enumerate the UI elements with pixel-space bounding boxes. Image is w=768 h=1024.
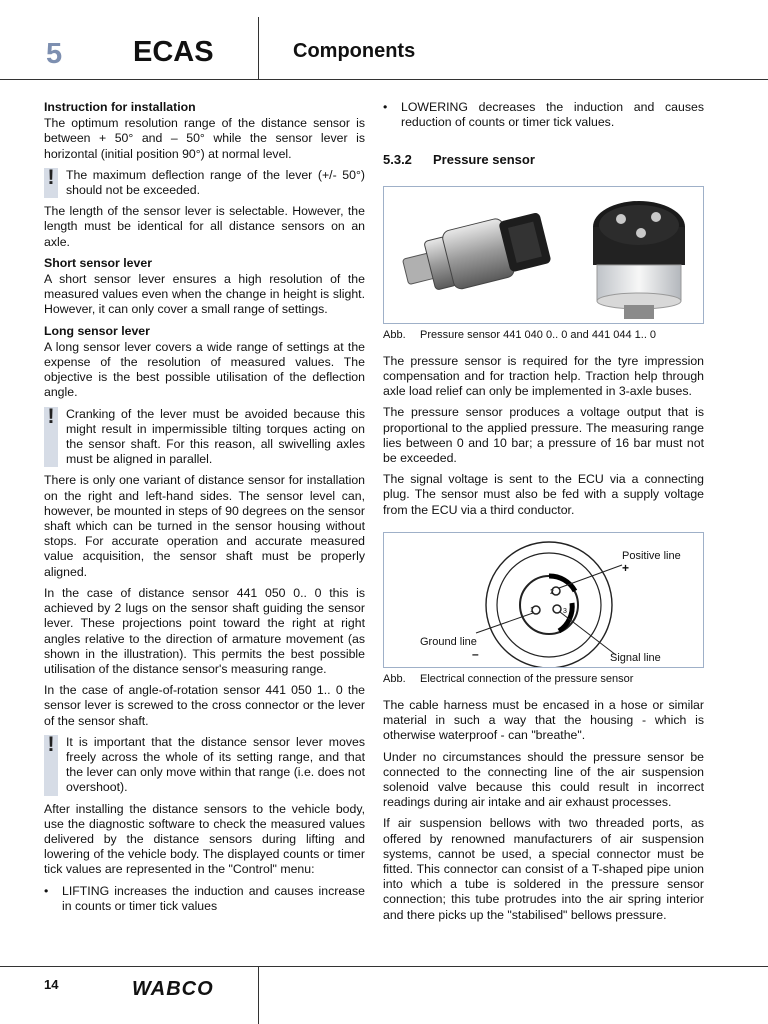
ground-line-label: Ground line (420, 635, 477, 648)
paragraph: After installing the distance sensors to the vehicle body, use the diagnostic software to check the measured values delivered by the distance sensors during lifting and lowering of the vehicle body. The displayed counts or timer tick values are represented in the "Control" menu: (44, 801, 365, 877)
connection-diagram (383, 532, 704, 668)
exclamation-icon: ! (47, 404, 55, 428)
caption-text: Electrical connection of the pressure sensor (420, 672, 634, 685)
footer-rule (0, 966, 768, 967)
list-item-text: LOWERING decreases the induction and causes reduction of counts or timer tick values. (401, 100, 704, 130)
warning-note (44, 404, 365, 468)
paragraph: A short sensor lever ensures a high resolution of the measured values even when the change in height is slight. However, it can only cover a small range of settings. (44, 272, 365, 317)
list-item (383, 100, 704, 130)
warning-note (44, 732, 365, 796)
exclamation-icon: ! (47, 732, 55, 756)
pin-label: 1 (530, 606, 534, 614)
pin-label: 3 (563, 607, 567, 615)
heading-installation: Instruction for installation (44, 100, 196, 114)
paragraph: The cable harness must be encased in a hose or similar material in such a way that the housing - which is otherwise waterproof - can "breathe". (383, 698, 704, 743)
heading-long-lever: Long sensor lever (44, 323, 150, 338)
chapter-number: 5 (46, 38, 63, 70)
bullet-icon: • (383, 100, 388, 114)
warning-note (44, 165, 365, 198)
caption-label: Abb. (383, 328, 406, 341)
caption-text: Pressure sensor 441 040 0.. 0 and 441 044 1.. 0 (420, 328, 657, 341)
right-column (383, 100, 704, 929)
note-text: The maximum deflection range of the lever (+/- 50°) should not be exceeded. (66, 167, 365, 198)
header-rule (0, 79, 768, 80)
left-column (44, 100, 365, 914)
wabco-logo: WABCO (132, 978, 214, 1000)
paragraph: Under no circumstances should the pressure sensor be connected to the connecting line of the air suspension solenoid valve because this could result in incorrect readings during air intake and air exhaust processes. (383, 749, 704, 810)
positive-line-label: Positive line (622, 549, 681, 562)
signal-line-label: Signal line (610, 651, 661, 664)
figure-caption (383, 672, 704, 687)
section-title: Pressure sensor (433, 152, 535, 168)
paragraph: There is only one variant of distance sensor for installation on the right and left-hand sides. The sensor level can, however, be mounted in steps of 90 degrees on the sensor shaft which can be turned in the sensor housing without stops. For accurate operation and accurate measured value acquisition, the sensor shaft must be properly aligned. (44, 473, 365, 579)
note-bar (44, 732, 58, 796)
exclamation-icon: ! (47, 165, 55, 189)
pressure-sensor-photo (383, 186, 704, 324)
paragraph: The signal voltage is sent to the ECU via a connecting plug. The sensor must also be fed with a supply voltage from the ECU via a third conductor. (383, 472, 704, 517)
note-bar (44, 404, 58, 468)
note-text: It is important that the distance sensor lever moves freely across the whole of its setting range, and that the lever can only move within that range (i.e. does not overshoot). (66, 734, 365, 795)
section-heading (383, 152, 704, 167)
minus-symbol: – (472, 646, 479, 661)
list-item (44, 884, 365, 914)
product-name: ECAS (133, 36, 214, 68)
pressure-sensor-image (384, 187, 705, 323)
heading-short-lever: Short sensor lever (44, 255, 152, 270)
paragraph: In the case of angle-of-rotation sensor 441 050 1.. 0 the sensor lever is screwed to the cross connector or the lever of the sensor shaft. (44, 683, 365, 728)
footer-divider (258, 966, 259, 1024)
plus-symbol: + (622, 560, 630, 575)
page-number: 14 (44, 977, 59, 992)
note-text: Cranking of the lever must be avoided because this might result in impermissible tilting torques acting on the sensor shaft. For this reason, all swivelling axles must be aligned in parallel. (66, 406, 365, 467)
bullet-icon: • (44, 883, 49, 898)
paragraph: The pressure sensor produces a voltage output that is proportional to the applied pressure. The measuring range lies between 0 and 10 bar; a pressure of 16 bar must not be exceeded. (383, 405, 704, 466)
paragraph: In the case of distance sensor 441 050 0.. 0 this is achieved by 2 lugs on the sensor shaft guiding the sensor lever. These projections point toward the right at right angles relative to the direction of armature movement (as shown in the illustration). This permits the best possible utilisation of the distance sensor's measuring range. (44, 585, 365, 676)
note-bar (44, 165, 58, 198)
header-divider (258, 17, 259, 79)
pin-label: 2 (550, 588, 554, 596)
paragraph: The optimum resolution range of the distance sensor is between + 50° and – 50° while the sensor lever is horizontal (initial position 90°) at normal level. (44, 116, 365, 161)
paragraph: If air suspension bellows with two threaded ports, as offered by renowned manufacturers of air suspension systems, cannot be used, a special connector must be fitted. This connector can consist of a T-shaped pipe union into which a tube is soldered in the pressure sensor connection; this tube protrudes into the air spring interior and there picks up the "stabilised" bellows pressure. (383, 816, 704, 922)
paragraph: The length of the sensor lever is selectable. However, the length must be identical for all distance sensors on an axle. (44, 204, 365, 249)
list-item-text: LIFTING increases the induction and causes increase in counts or timer tick values (62, 883, 365, 913)
page-title: Components (293, 40, 416, 62)
caption-label: Abb. (383, 672, 406, 685)
paragraph: The pressure sensor is required for the tyre impression compensation and for traction help. Traction help through axle load relief can only be implemented in 3-axle buses. (383, 353, 704, 399)
section-number: 5.3.2 (383, 152, 412, 168)
figure-caption (383, 328, 704, 343)
paragraph: A long sensor lever covers a wide range of settings at the expense of the resolution of measured values. The objective is the best possible utilisation of the deflection angle. (44, 339, 365, 400)
